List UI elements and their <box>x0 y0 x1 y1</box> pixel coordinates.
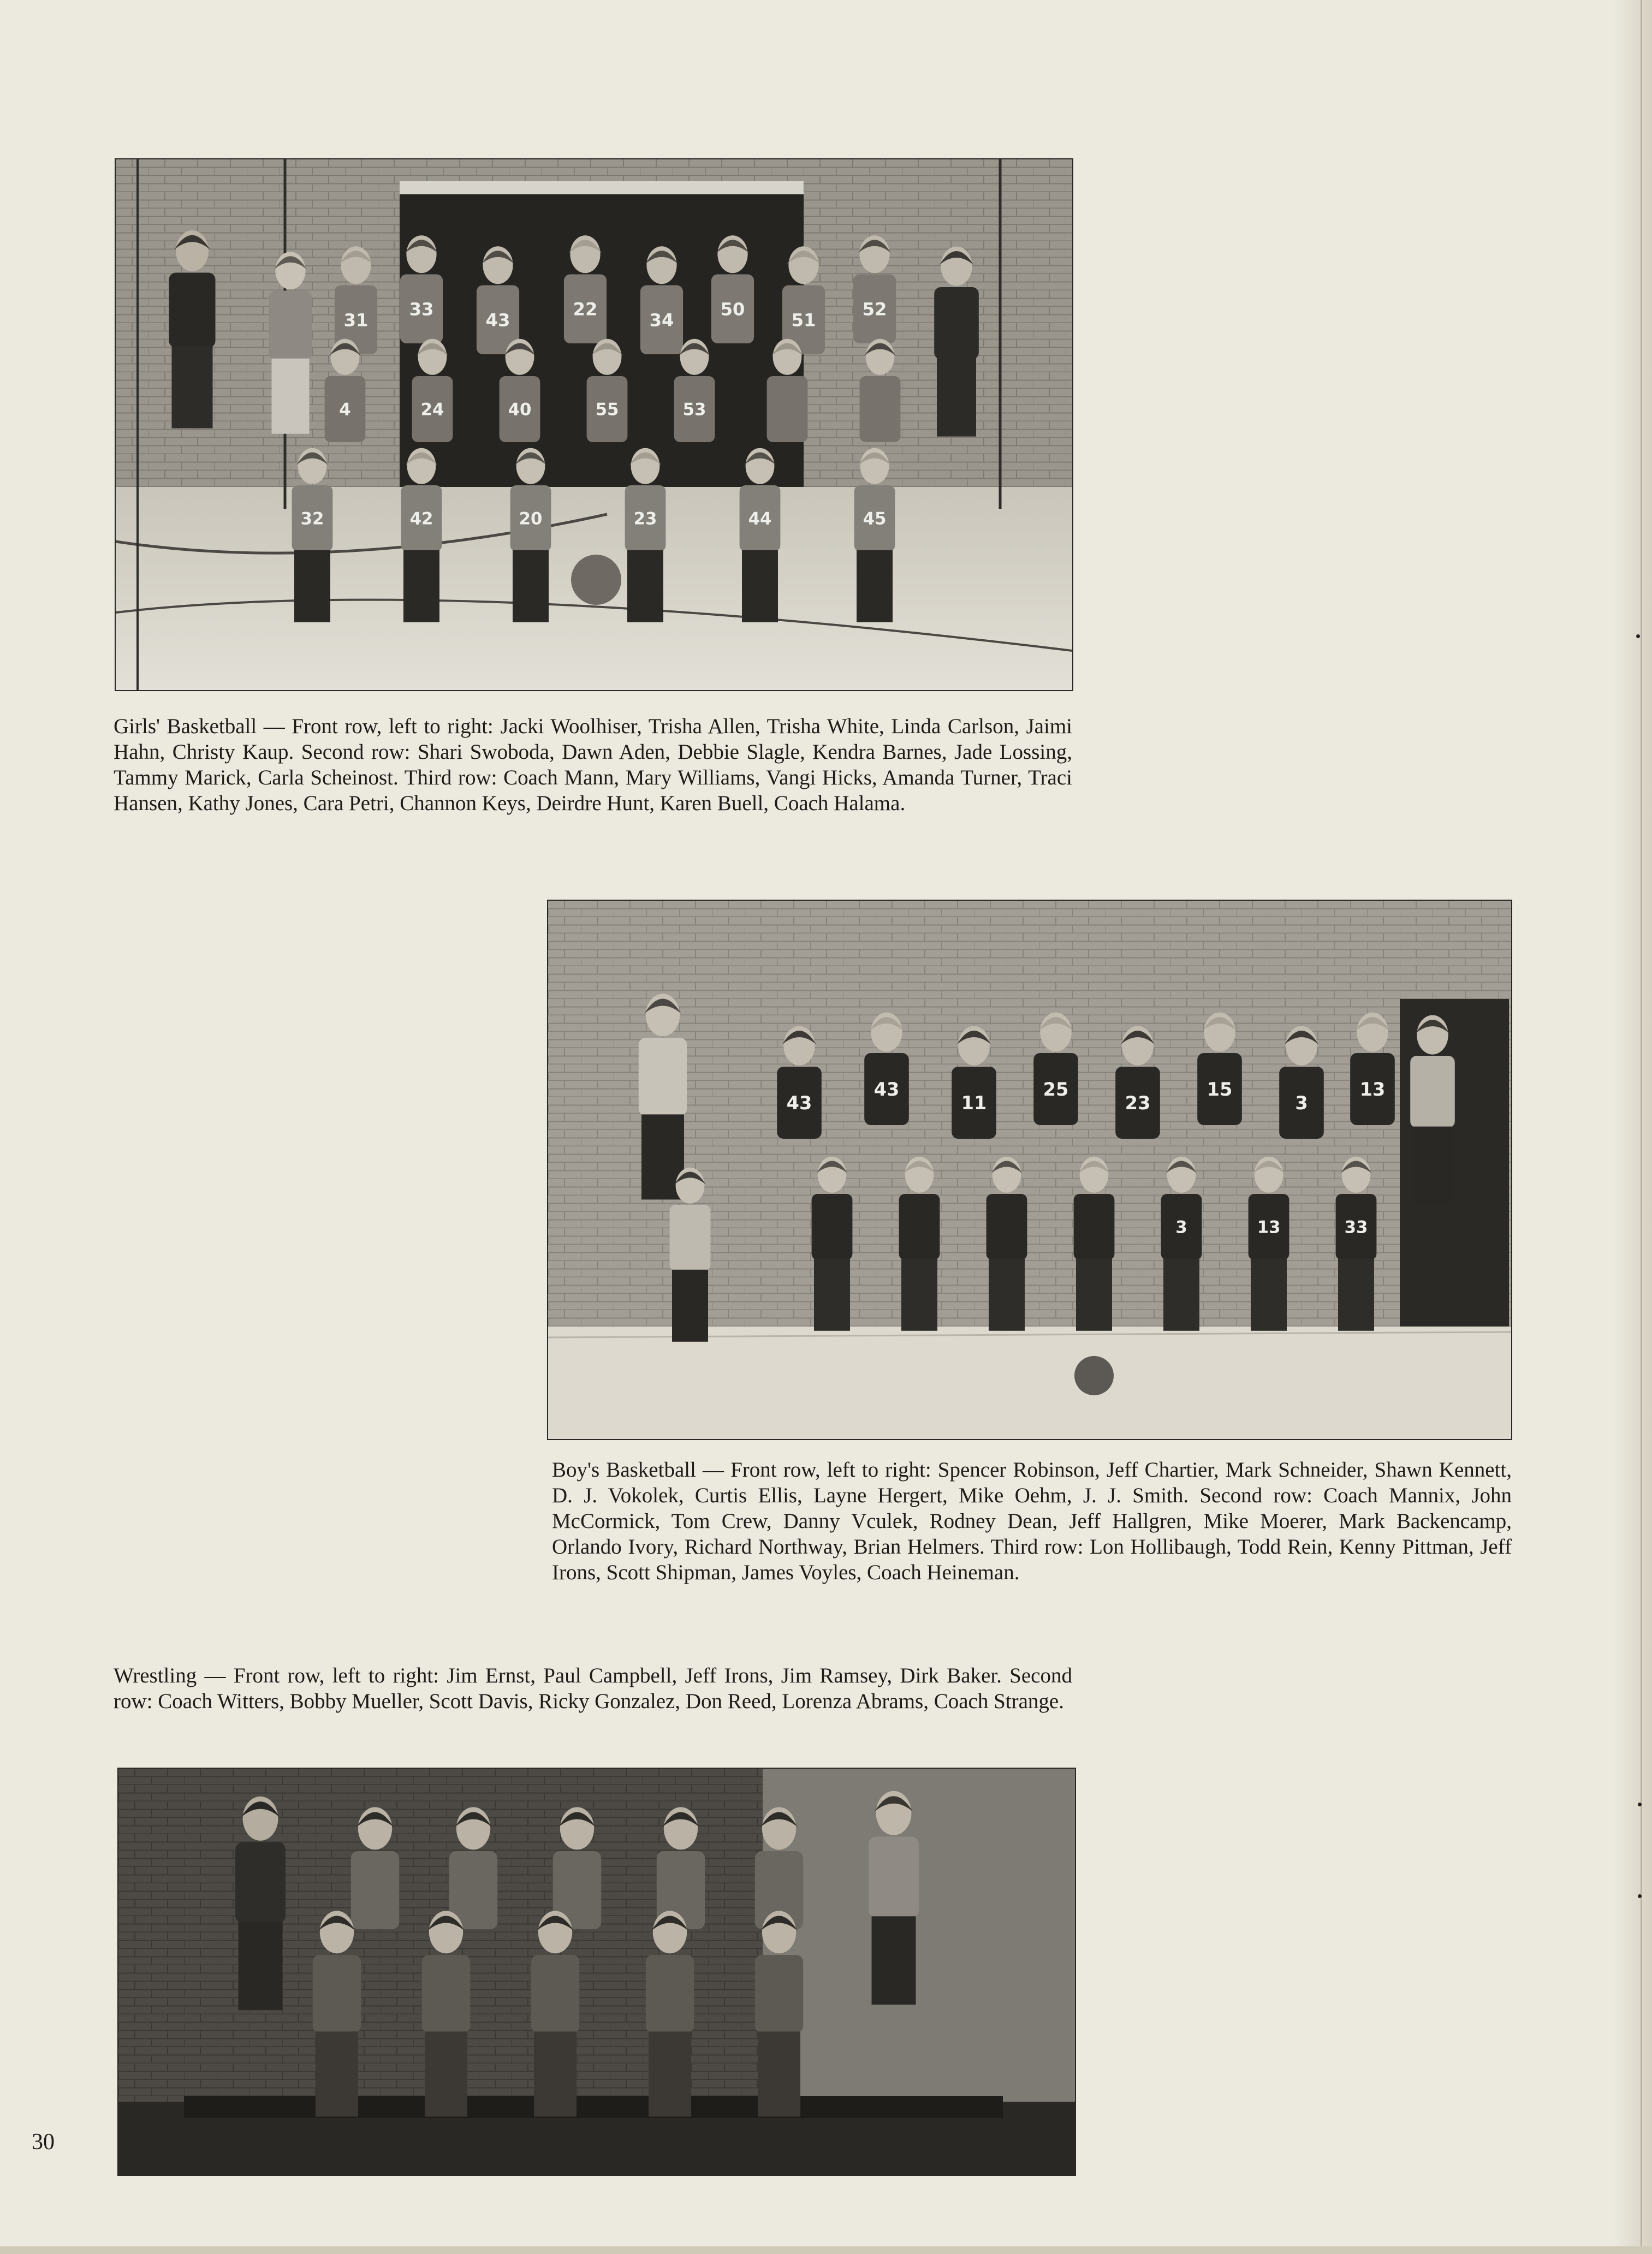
print-speck <box>1636 634 1640 638</box>
jersey-number: 23 <box>633 509 657 529</box>
team-member <box>335 246 377 354</box>
team-member <box>1033 1013 1078 1125</box>
team-member <box>674 339 715 442</box>
jersey-number: 20 <box>519 509 543 529</box>
wrestling-caption: Wrestling — Front row, left to right: Jim Ernst, Paul Campbell, Jeff Irons, Jim Ramsey, Dirk Baker. Second row: Coach Witters, Bobby Mueller, Scott Davis, Ricky Gonzalez, Don Reed, Lorenza Abrams, Coach Strange. <box>114 1664 1072 1713</box>
team-member <box>657 1807 705 1929</box>
jersey-number: 11 <box>961 1092 987 1114</box>
girls-basketball-team-photo <box>115 158 1073 691</box>
page-number: 30 <box>32 2130 55 2155</box>
page-edge-shadow <box>1614 0 1652 2254</box>
jersey-number: 45 <box>863 509 887 529</box>
boys-basketball-team-photo <box>547 900 1512 1440</box>
jersey-number: 51 <box>791 310 816 331</box>
team-member <box>952 1026 996 1139</box>
jersey-number: 32 <box>300 509 324 529</box>
jersey-number: 3 <box>1295 1092 1308 1114</box>
jersey-number: 52 <box>862 299 887 320</box>
jersey-number: 3 <box>1175 1217 1187 1238</box>
jersey-number: 15 <box>1207 1079 1233 1100</box>
team-member <box>477 246 519 354</box>
jersey-number: 53 <box>682 400 706 420</box>
jersey-number: 22 <box>573 299 598 320</box>
team-member <box>860 339 901 442</box>
page-edge-line <box>1641 0 1642 2254</box>
jersey-number: 33 <box>409 299 434 320</box>
jersey-number: 31 <box>343 310 369 331</box>
team-member <box>500 339 540 442</box>
team-member <box>767 339 808 442</box>
page-bottom-edge <box>0 2246 1652 2254</box>
team-member <box>1115 1026 1160 1139</box>
jersey-number: 23 <box>1125 1092 1151 1114</box>
basketball <box>1074 1356 1114 1395</box>
team-member <box>1279 1026 1324 1139</box>
jersey-number: 24 <box>420 400 444 420</box>
jersey-number: 55 <box>595 400 619 420</box>
jersey-number: 13 <box>1359 1079 1386 1100</box>
basketball <box>571 555 621 605</box>
jersey-number: 50 <box>720 299 745 320</box>
jersey-number: 13 <box>1257 1217 1281 1238</box>
jersey-number: 34 <box>649 310 674 331</box>
jersey-number: 43 <box>485 310 510 331</box>
jersey-number: 25 <box>1043 1079 1069 1100</box>
jersey-number: 40 <box>508 400 532 420</box>
print-speck <box>1638 1803 1642 1806</box>
jersey-number: 4 <box>339 400 351 420</box>
jersey-number: 43 <box>873 1079 900 1100</box>
team-member <box>412 339 453 442</box>
print-speck <box>1638 1894 1642 1898</box>
girls-basketball-caption: Girls' Basketball — Front row, left to right: Jacki Woolhiser, Trisha Allen, Trisha White, Linda Carlson, Jaimi Hahn, Christy Kaup. Second row: Shari Swoboda, Dawn Aden, Debbie Slagle, Kendra Barnes, Jade Lossing, Tammy Marick, Carla Scheinost. Third row: Coach Mann, Mary Williams, Vangi Hicks, Amanda Turner, Traci Hansen, Kathy Jones, Cara Petri, Channon Keys, Deirdre Hunt, Karen Buell, Coach Halama. <box>114 715 1072 815</box>
team-member <box>325 339 366 442</box>
team-member <box>853 235 896 343</box>
team-member <box>1197 1013 1242 1125</box>
team-member <box>777 1026 822 1139</box>
team-member <box>449 1807 497 1929</box>
team-member <box>864 1013 909 1125</box>
team-member <box>587 339 628 442</box>
jersey-number: 44 <box>748 509 772 529</box>
jersey-number: 43 <box>786 1092 812 1114</box>
team-member <box>400 235 443 343</box>
team-member <box>553 1807 601 1929</box>
jersey-number: 33 <box>1344 1217 1368 1238</box>
team-member <box>711 235 754 343</box>
team-member <box>640 246 683 354</box>
team-member <box>782 246 825 354</box>
team-member <box>564 235 607 343</box>
jersey-number: 42 <box>409 509 433 529</box>
team-member <box>1350 1013 1395 1125</box>
team-member <box>351 1807 399 1929</box>
wrestling-team-photo <box>117 1768 1076 2176</box>
boys-basketball-caption: Boy's Basketball — Front row, left to right: Spencer Robinson, Jeff Chartier, Mark Schneider, Shawn Kennett, D. J. Vokolek, Curtis Ellis, Layne Hergert, Mike Oehm, J. J. Smith. Second row: Coach Mannix, John McCormick, Tom Crew, Danny Vculek, Rodney Dean, Jeff Hallgren, Mike Moerer, Mark Backencamp, Orlando Ivory, Richard Northway, Brian Helmers. Third row: Lon Hollibaugh, Todd Rein, Kenny Pittman, Jeff Irons, Scott Shipman, James Voyles, Coach Heineman. <box>552 1458 1512 1584</box>
